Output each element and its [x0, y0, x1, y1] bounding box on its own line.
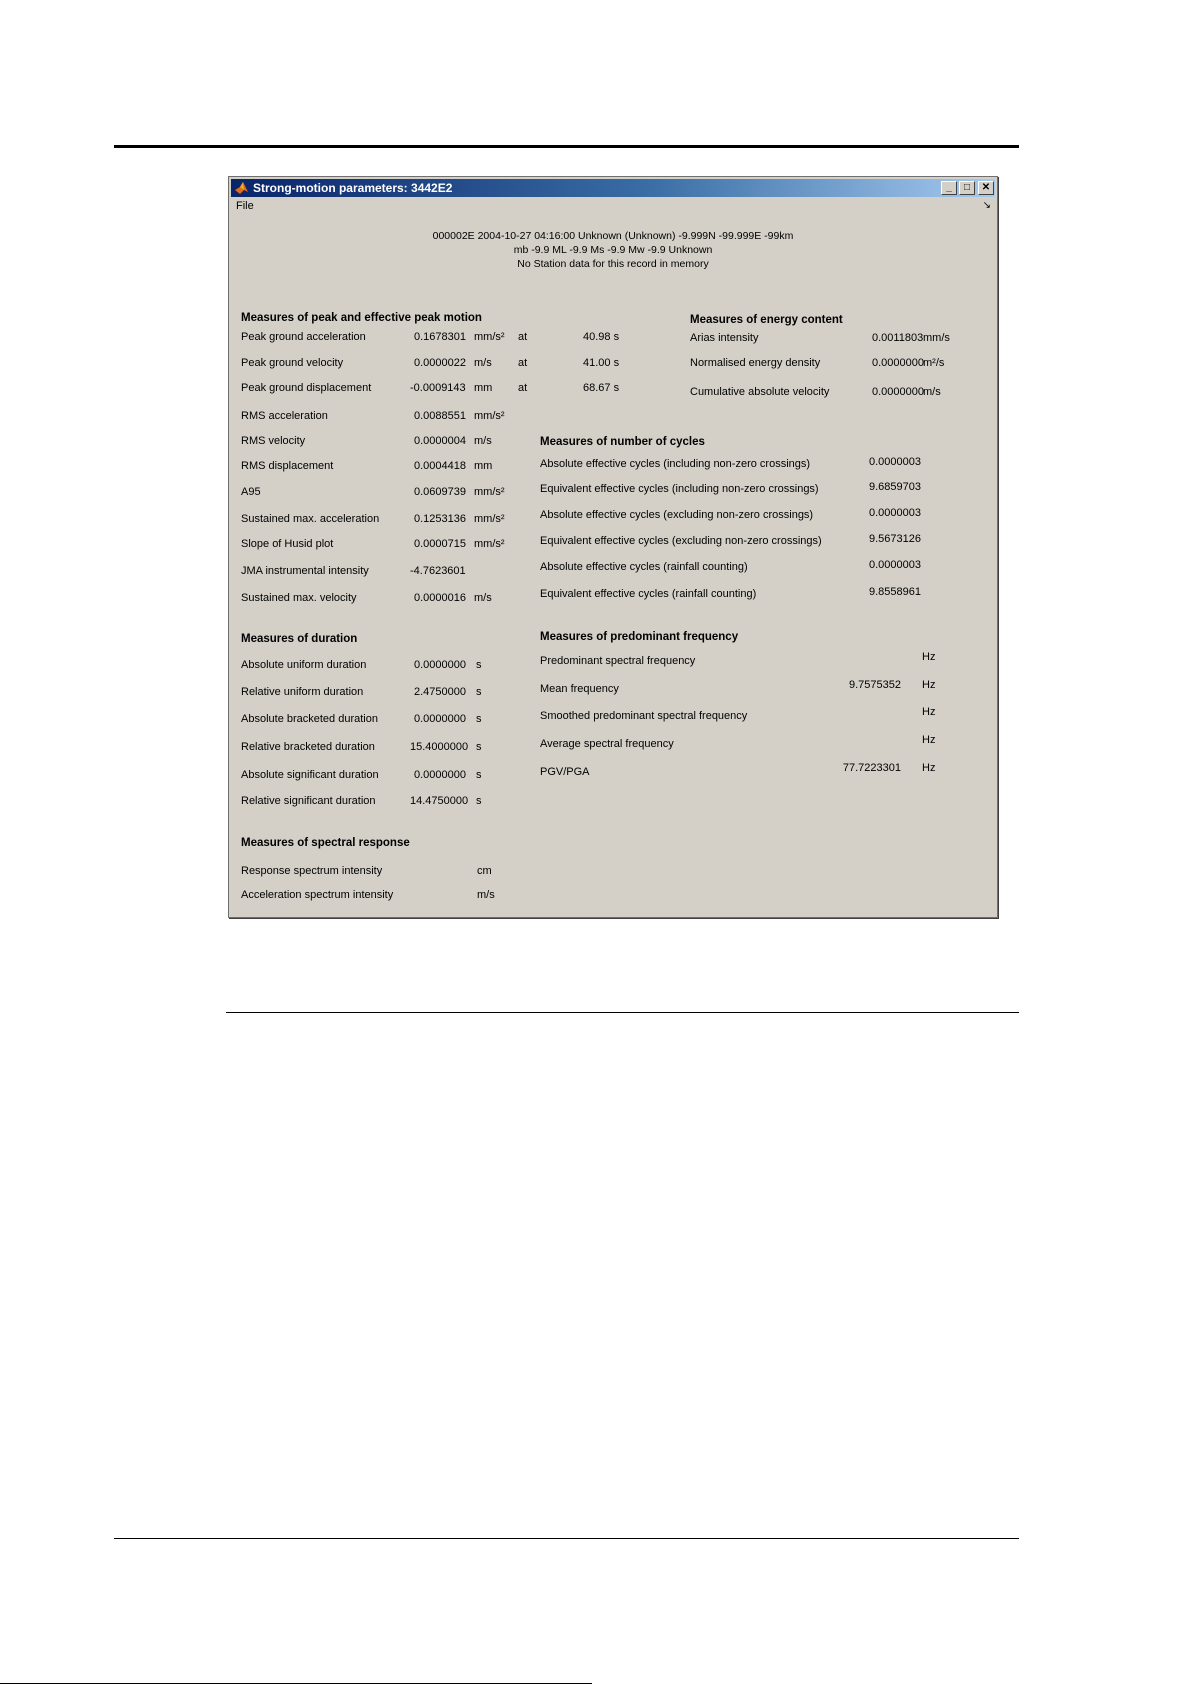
duration-row-value: 15.4000000 — [410, 741, 469, 753]
peak-row-value: 0.0000004 — [414, 435, 466, 447]
peak-row-label: Sustained max. velocity — [241, 592, 357, 604]
duration-row-label: Relative uniform duration — [241, 686, 364, 698]
frequency-row-label: Smoothed predominant spectral frequency — [540, 710, 748, 722]
peak-row-label: Sustained max. acceleration — [241, 513, 380, 525]
duration-section-title: Measures of duration — [241, 633, 358, 645]
peak-row-value: 0.0000715 — [414, 538, 466, 550]
peak-row-value: 0.0000016 — [414, 592, 466, 604]
frequency-row-value: 77.7223301 — [842, 762, 901, 774]
peak-row-value: 0.0000022 — [414, 357, 466, 369]
peak-row-unit: mm — [474, 382, 493, 394]
header-line-3: No Station data for this record in memory — [517, 258, 709, 270]
peak-row-unit: mm/s² — [474, 513, 505, 525]
frequency-row-unit: Hz — [922, 706, 936, 718]
peak-row-label: RMS velocity — [241, 435, 306, 447]
mid-rule — [226, 1012, 1019, 1013]
energy-row-label: Normalised energy density — [690, 357, 821, 369]
frequency-section-title: Measures of predominant frequency — [540, 631, 739, 643]
energy-row-unit: mm/s — [923, 332, 950, 344]
frequency-row-unit: Hz — [922, 651, 936, 663]
frequency-row-label: Average spectral frequency — [540, 738, 674, 750]
cycles-row-value: 9.8558961 — [869, 586, 921, 598]
energy-row-value: 0.0000000 — [872, 386, 924, 398]
peak-row-value: 0.1253136 — [414, 513, 466, 525]
duration-row-unit: s — [476, 659, 482, 671]
cycles-row-value: 9.6859703 — [869, 481, 921, 493]
peak-row-label: Peak ground acceleration — [241, 331, 366, 343]
maximize-button[interactable]: □ — [959, 181, 975, 195]
duration-row-label: Absolute bracketed duration — [241, 713, 378, 725]
peak-row-unit: mm/s² — [474, 538, 505, 550]
cycles-row-value: 0.0000003 — [869, 456, 921, 468]
peak-row-time: 68.67 s — [583, 382, 620, 394]
header-line-2: mb -9.9 ML -9.9 Ms -9.9 Mw -9.9 Unknown — [513, 244, 713, 256]
cycles-row-label: Absolute effective cycles (rainfall counting) — [540, 561, 748, 573]
cycles-row-value: 9.5673126 — [869, 533, 921, 545]
peak-row-label: RMS displacement — [241, 460, 334, 472]
duration-row-label: Relative bracketed duration — [241, 741, 375, 753]
peak-row-time: 40.98 s — [583, 331, 620, 343]
header-line-1: 000002E 2004-10-27 04:16:00 Unknown (Unknown) -9.999N -99.999E -99km — [432, 230, 794, 242]
minimize-button[interactable]: _ — [941, 181, 957, 195]
spectral-row-label: Response spectrum intensity — [241, 865, 383, 877]
duration-row-label: Absolute uniform duration — [241, 659, 367, 671]
spectral-row-label: Acceleration spectrum intensity — [241, 889, 394, 901]
peak-row-unit: m/s — [474, 435, 492, 447]
frequency-row-label: Predominant spectral frequency — [540, 655, 696, 667]
title-bar[interactable] — [231, 179, 995, 197]
energy-row-value: 0.0000000 — [872, 357, 924, 369]
frequency-row-unit: Hz — [922, 679, 936, 691]
cycles-row-label: Equivalent effective cycles (excluding non-zero crossings) — [540, 535, 822, 547]
peak-row-at: at — [518, 331, 528, 343]
frequency-row-value: 9.7575352 — [849, 679, 901, 691]
energy-row-label: Cumulative absolute velocity — [690, 386, 830, 398]
cycles-row-label: Absolute effective cycles (including non-zero crossings) — [540, 458, 811, 470]
strong-motion-window — [228, 176, 998, 918]
peak-row-at: at — [518, 357, 528, 369]
duration-row-value: 0.0000000 — [414, 659, 466, 671]
duration-row-value: 14.4750000 — [410, 795, 469, 807]
energy-row-unit: m²/s — [923, 357, 945, 369]
duration-row-value: 2.4750000 — [414, 686, 466, 698]
undock-arrow-icon[interactable]: ↘ — [982, 200, 991, 211]
spectral-row-unit: cm — [477, 865, 492, 877]
energy-row-value: 0.0011803 — [872, 332, 924, 344]
peak-row-label: JMA instrumental intensity — [241, 565, 369, 577]
matlab-logo-icon — [234, 180, 250, 196]
duration-row-label: Relative significant duration — [241, 795, 376, 807]
spectral-row-unit: m/s — [477, 889, 495, 901]
peak-row-at: at — [518, 382, 528, 394]
peak-row-value: -0.0009143 — [410, 382, 466, 394]
peak-row-label: RMS acceleration — [241, 410, 328, 422]
peak-row-unit: mm/s² — [474, 331, 505, 343]
energy-row-label: Arias intensity — [690, 332, 759, 344]
peak-row-label: Peak ground velocity — [241, 357, 344, 369]
peak-row-value: 0.0004418 — [414, 460, 466, 472]
frequency-row-unit: Hz — [922, 734, 936, 746]
close-button[interactable]: ✕ — [978, 181, 994, 195]
peak-row-label: Peak ground displacement — [241, 382, 372, 394]
cycles-row-label: Absolute effective cycles (excluding non-zero crossings) — [540, 509, 814, 521]
window-title: Strong-motion parameters: 3442E2 — [253, 181, 453, 195]
cycles-section-title: Measures of number of cycles — [540, 436, 705, 448]
peak-row-label: Slope of Husid plot — [241, 538, 334, 550]
energy-row-unit: m/s — [923, 386, 941, 398]
duration-row-unit: s — [476, 741, 482, 753]
footer-rule — [0, 1683, 592, 1684]
peak-row-unit: mm — [474, 460, 493, 472]
duration-row-value: 0.0000000 — [414, 769, 466, 781]
cycles-row-value: 0.0000003 — [869, 559, 921, 571]
peak-row-value: -4.7623601 — [410, 565, 466, 577]
menu-bar — [231, 198, 995, 216]
peak-row-unit: mm/s² — [474, 410, 505, 422]
cycles-row-value: 0.0000003 — [869, 507, 921, 519]
duration-row-unit: s — [476, 686, 482, 698]
duration-row-value: 0.0000000 — [414, 713, 466, 725]
frequency-row-label: Mean frequency — [540, 683, 619, 695]
peak-row-value: 0.1678301 — [414, 331, 466, 343]
frequency-row-label: PGV/PGA — [540, 766, 590, 778]
peak-section-title: Measures of peak and effective peak motion — [241, 312, 482, 324]
energy-section-title: Measures of energy content — [690, 314, 843, 326]
peak-row-unit: mm/s² — [474, 486, 505, 498]
peak-row-time: 41.00 s — [583, 357, 620, 369]
cycles-row-label: Equivalent effective cycles (including non-zero crossings) — [540, 483, 819, 495]
peak-row-unit: m/s — [474, 357, 492, 369]
cycles-row-label: Equivalent effective cycles (rainfall counting) — [540, 588, 757, 600]
peak-row-value: 0.0609739 — [414, 486, 466, 498]
duration-row-unit: s — [476, 713, 482, 725]
bottom-rule — [114, 1538, 1019, 1539]
peak-row-label: A95 — [241, 486, 261, 498]
top-rule — [114, 145, 1019, 148]
spectral-section-title: Measures of spectral response — [241, 837, 410, 849]
peak-row-unit: m/s — [474, 592, 492, 604]
menu-file[interactable]: File — [236, 200, 254, 212]
frequency-row-unit: Hz — [922, 762, 936, 774]
peak-row-value: 0.0088551 — [414, 410, 466, 422]
duration-row-unit: s — [476, 795, 482, 807]
duration-row-unit: s — [476, 769, 482, 781]
duration-row-label: Absolute significant duration — [241, 769, 379, 781]
